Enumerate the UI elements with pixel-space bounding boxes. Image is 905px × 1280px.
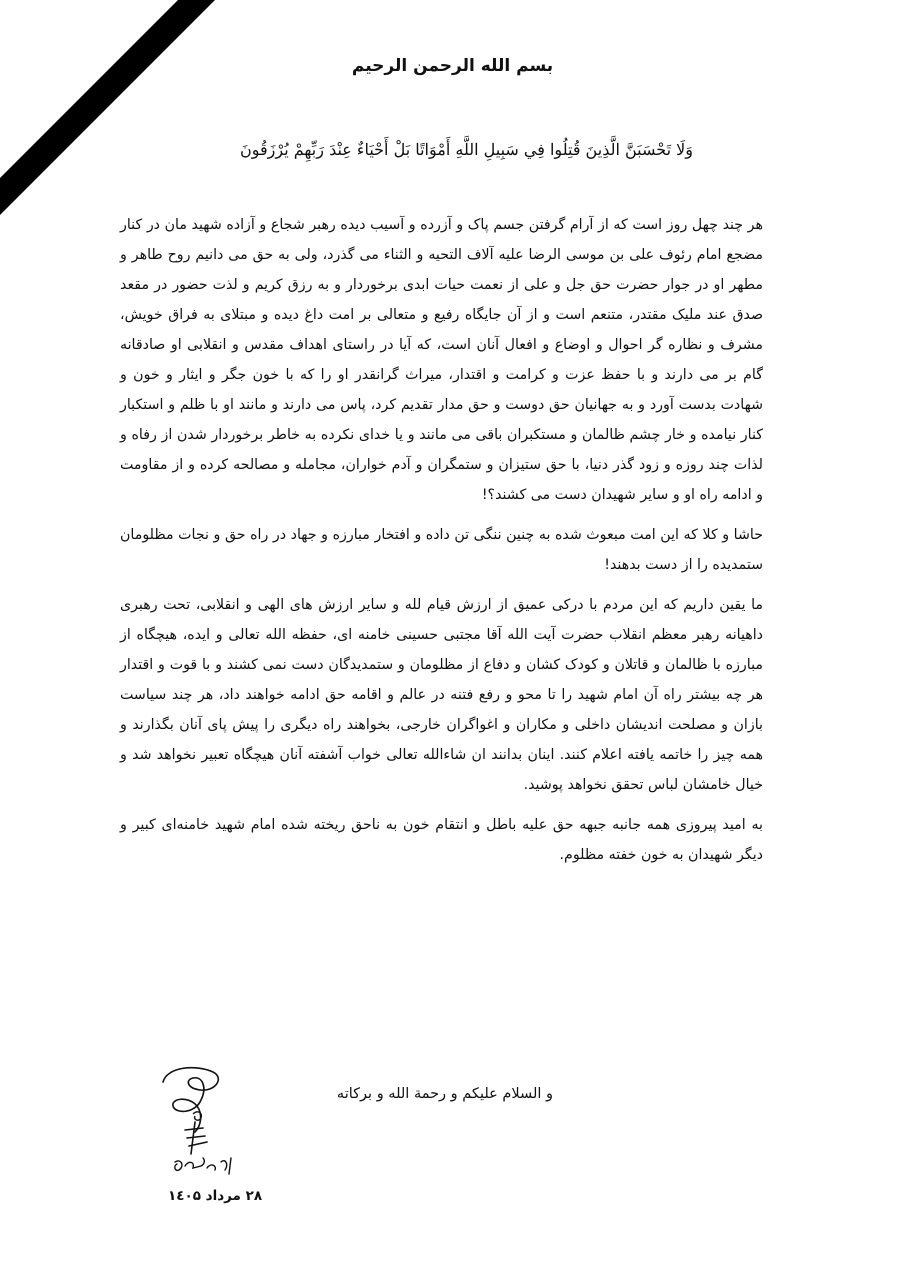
paragraph-3: ما یقین داریم که این مردم با درکی عمیق از ارزش قیام لله و سایر ارزش های الهی و انقلابی، تحت رهبری داهیانه رهبر معظم انقلاب حضرت آیت الله آقا مجتبی حسینی خامنه ای، حفظه الله تعالی و ایده، هیچگاه از مبارزه با ظالمان و قاتلان و کودک کشان و دفاع از مظلومان و ستمدیدگان دست نمی کشند و با قوت و اقتدار هر چه بیشتر راه آن امام شهید را تا محو و رفع فتنه در عالم و اقامه حق ادامه خواهند داد، هر چند سیاست بازان و مصلحت اندیشان داخلی و مکاران و اغواگران خارجی، بخواهند راه دیگری را پیش پای آنان بگذارند و همه چیز را خاتمه یافته اعلام کنند. اینان بدانند ان شاءالله تعالی خواب آشفته آنان هیچگاه تعبیر نخواهد شد و خیال خامشان لباس تحقق نخواهد پوشید. bbox=[120, 597, 763, 793]
paragraph-2: حاشا و کلا که این امت مبعوث شده به چنین ننگی تن داده و افتخار مبارزه و جهاد در راه حق و نجات مظلومان ستمدیده را از دست بدهند! bbox=[120, 527, 763, 573]
paragraph-4: به امید پیروزی همه جانبه جبهه حق علیه باطل و انتقام خون به ناحق ریخته شده امام شهید خامنه‌ای کبیر و دیگر شهیدان به خون خفته مظلوم. bbox=[120, 817, 763, 863]
handwritten-signature bbox=[145, 1062, 255, 1187]
paragraph-1: هر چند چهل روز است که از آرام گرفتن جسم پاک و آزرده و آسیب دیده رهبر شجاع و آزاده شهید مان در کنار مضجع امام رئوف علی بن موسی الرضا علیه آلاف التحیه و الثناء می گذرد، ولی به حق می دانیم روح طاهر و مطهر او در جوار حضرت حق جل و علی از نعمت حیات ابدی برخوردار و به رزق کریم و لذت حضور در مقعد صدق عند ملیک مقتدر، متنعم است و از آن جایگاه رفیع و متعالی بر امت داغ دیده و مبتلای به فراق خویش، مشرف و نظاره گر احوال و اوضاع و افعال آنان است، که آیا در راستای اهداف مقدس و انقلابی او صادقانه گام بر می دارند و با حفظ عزت و کرامت و اقتدار، میراث گرانقدر او را که با خون جگر و ایثار و خون و شهادت بدست آورد و به جهانیان حق دوست و حق مدار تقدیم کرد، پاس می دارند و مانند او با ظلم و استکبار کنار نیامده و خار چشم ظالمان و مستکبران باقی می مانند و یا خدای نکرده به خاطر برخوردار شدن از رفاه و لذات چند روزه و زود گذر دنیا، با حق ستیزان و ستمگران و آدم خواران، مجامله و مصالحه کرده و از مقاومت و ادامه راه او و سایر شهیدان دست می کشند؟! bbox=[120, 217, 763, 503]
letter-date: ۲۸ مرداد ۱٤۰۵ bbox=[168, 1188, 263, 1204]
letter-body bbox=[120, 210, 763, 880]
closing-salutation: و السلام علیکم و رحمة الله و برکاته bbox=[336, 1086, 553, 1102]
quran-verse: وَلَا تَحْسَبَنَّ الَّذِينَ قُتِلُوا فِي سَبِيلِ اللَّهِ أَمْوَاتًا بَلْ أَحْيَاءٌ عِنْدَ رَبِّهِمْ يُرْزَقُونَ bbox=[240, 140, 693, 159]
bismillah-heading: بسم الله الرحمن الرحیم bbox=[351, 56, 554, 76]
